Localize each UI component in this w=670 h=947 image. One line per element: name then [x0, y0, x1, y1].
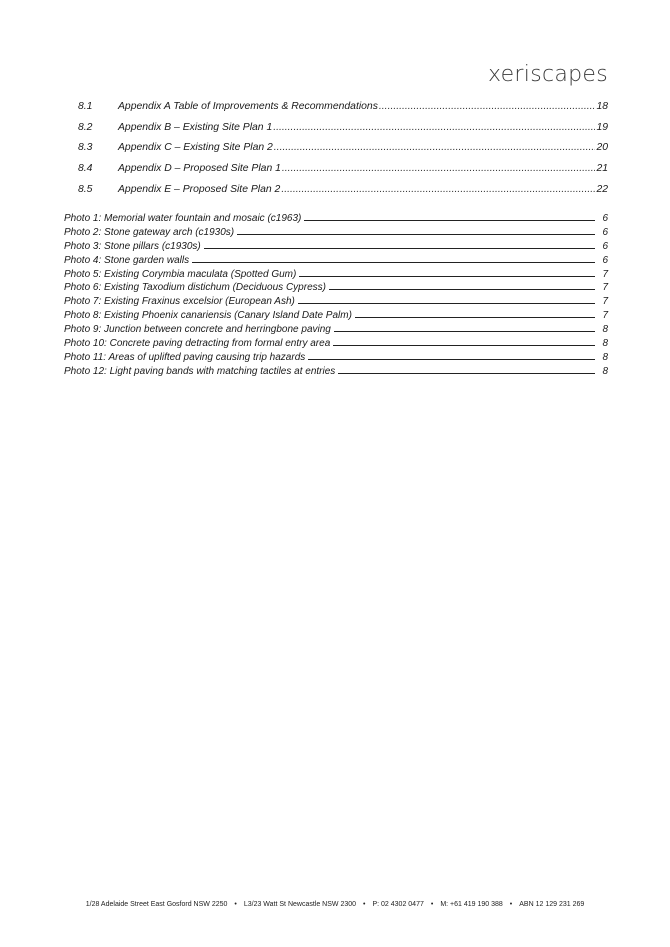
photo-leader-line: [299, 276, 595, 277]
photo-entry[interactable]: [64, 296, 608, 310]
photo-entry[interactable]: [64, 269, 608, 283]
footer-phone: P: 02 4302 0477: [372, 901, 424, 908]
toc-page-number: 20: [596, 142, 608, 154]
footer-separator: •: [363, 901, 366, 908]
photo-page-number: 6: [602, 254, 608, 266]
toc-entry[interactable]: [78, 184, 608, 205]
footer-address-gosford: 1/28 Adelaide Street East Gosford NSW 2250: [85, 901, 228, 908]
footer-address-newcastle: L3/23 Watt St Newcastle NSW 2300: [243, 901, 357, 908]
company-logo: xeriscapes: [487, 62, 608, 87]
photo-page-number: 7: [602, 296, 608, 308]
photo-entry[interactable]: [64, 241, 608, 255]
toc-title: Appendix D – Proposed Site Plan 1: [118, 163, 281, 175]
photo-entry[interactable]: [64, 227, 608, 241]
photo-caption: Photo 12: Light paving bands with matching tactiles at entries: [64, 365, 336, 377]
photo-leader-line: [334, 331, 595, 332]
photo-page-number: 8: [602, 351, 608, 363]
toc-entry[interactable]: [78, 122, 608, 143]
toc-entry[interactable]: [78, 163, 608, 184]
toc-title: Appendix A Table of Improvements & Recommendations: [118, 101, 378, 112]
photo-caption: Photo 7: Existing Fraxinus excelsior (European Ash): [64, 296, 295, 308]
photo-leader-line: [308, 359, 595, 360]
toc-page-number: 22: [596, 183, 608, 195]
photo-caption: Photo 10: Concrete paving detracting from formal entry area: [64, 338, 331, 350]
photo-entry[interactable]: [64, 255, 608, 269]
toc-leader-dots: [282, 163, 596, 174]
toc-title: Appendix E – Proposed Site Plan 2: [118, 183, 281, 195]
toc-leader-dots: [274, 142, 596, 153]
photo-leader-line: [338, 373, 595, 374]
photo-leader-line: [333, 345, 595, 346]
photo-caption: Photo 8: Existing Phoenix canariensis (Canary Island Date Palm): [64, 310, 352, 322]
toc-leader-dots: [379, 101, 596, 112]
toc-entry[interactable]: [78, 142, 608, 163]
photo-leader-line: [298, 303, 595, 304]
photo-leader-line: [192, 262, 595, 263]
photo-entry[interactable]: [64, 338, 608, 352]
toc-number: 8.2: [78, 121, 93, 133]
photo-page-number: 7: [602, 282, 608, 294]
photo-page-number: 8: [602, 324, 608, 336]
photo-leader-line: [329, 289, 595, 290]
photo-leader-line: [304, 220, 595, 221]
page-footer: [0, 901, 670, 908]
toc-number: 8.5: [78, 183, 93, 195]
toc-page-number: 21: [596, 163, 608, 175]
photo-entry[interactable]: [64, 310, 608, 324]
photo-leader-line: [355, 317, 595, 318]
photo-leader-line: [204, 248, 595, 249]
toc-leader-dots: [281, 184, 595, 195]
photo-caption: Photo 2: Stone gateway arch (c1930s): [64, 226, 235, 238]
photo-caption: Photo 4: Stone garden walls: [64, 254, 190, 266]
toc-leader-dots: [273, 122, 595, 133]
list-of-photos: [64, 213, 608, 380]
photo-caption: Photo 1: Memorial water fountain and mosaic (c1963): [64, 213, 302, 224]
photo-entry[interactable]: [64, 282, 608, 296]
toc-entry[interactable]: [78, 101, 608, 122]
footer-separator: •: [509, 901, 513, 908]
photo-page-number: 7: [602, 310, 608, 322]
footer-mobile: M: +61 419 190 388: [440, 901, 503, 908]
toc-title: Appendix B – Existing Site Plan 1: [118, 121, 273, 133]
photo-caption: Photo 6: Existing Taxodium distichum (Deciduous Cypress): [64, 282, 326, 294]
photo-page-number: 6: [602, 240, 608, 252]
toc-number: 8.3: [78, 142, 93, 154]
photo-page-number: 7: [602, 268, 608, 280]
photo-entry[interactable]: [64, 213, 608, 227]
photo-entry[interactable]: [64, 352, 608, 366]
photo-page-number: 6: [602, 213, 608, 224]
photo-caption: Photo 5: Existing Corymbia maculata (Spotted Gum): [64, 268, 297, 280]
footer-separator: •: [430, 901, 434, 908]
table-of-contents: [78, 101, 608, 204]
toc-title: Appendix C – Existing Site Plan 2: [118, 142, 273, 154]
footer-abn: ABN 12 129 231 269: [519, 901, 585, 908]
toc-page-number: 19: [596, 121, 608, 133]
photo-entry[interactable]: [64, 366, 608, 380]
photo-caption: Photo 9: Junction between concrete and herringbone paving: [64, 324, 331, 336]
photo-entry[interactable]: [64, 324, 608, 338]
photo-caption: Photo 3: Stone pillars (c1930s): [64, 240, 201, 252]
photo-page-number: 8: [602, 338, 608, 350]
toc-number: 8.4: [78, 163, 93, 175]
photo-page-number: 6: [602, 226, 608, 238]
photo-leader-line: [237, 234, 595, 235]
toc-page-number: 18: [596, 101, 608, 112]
toc-number: 8.1: [78, 101, 93, 112]
footer-separator: •: [234, 901, 237, 908]
photo-page-number: 8: [602, 365, 608, 377]
photo-caption: Photo 11: Areas of uplifted paving causing trip hazards: [64, 351, 306, 363]
